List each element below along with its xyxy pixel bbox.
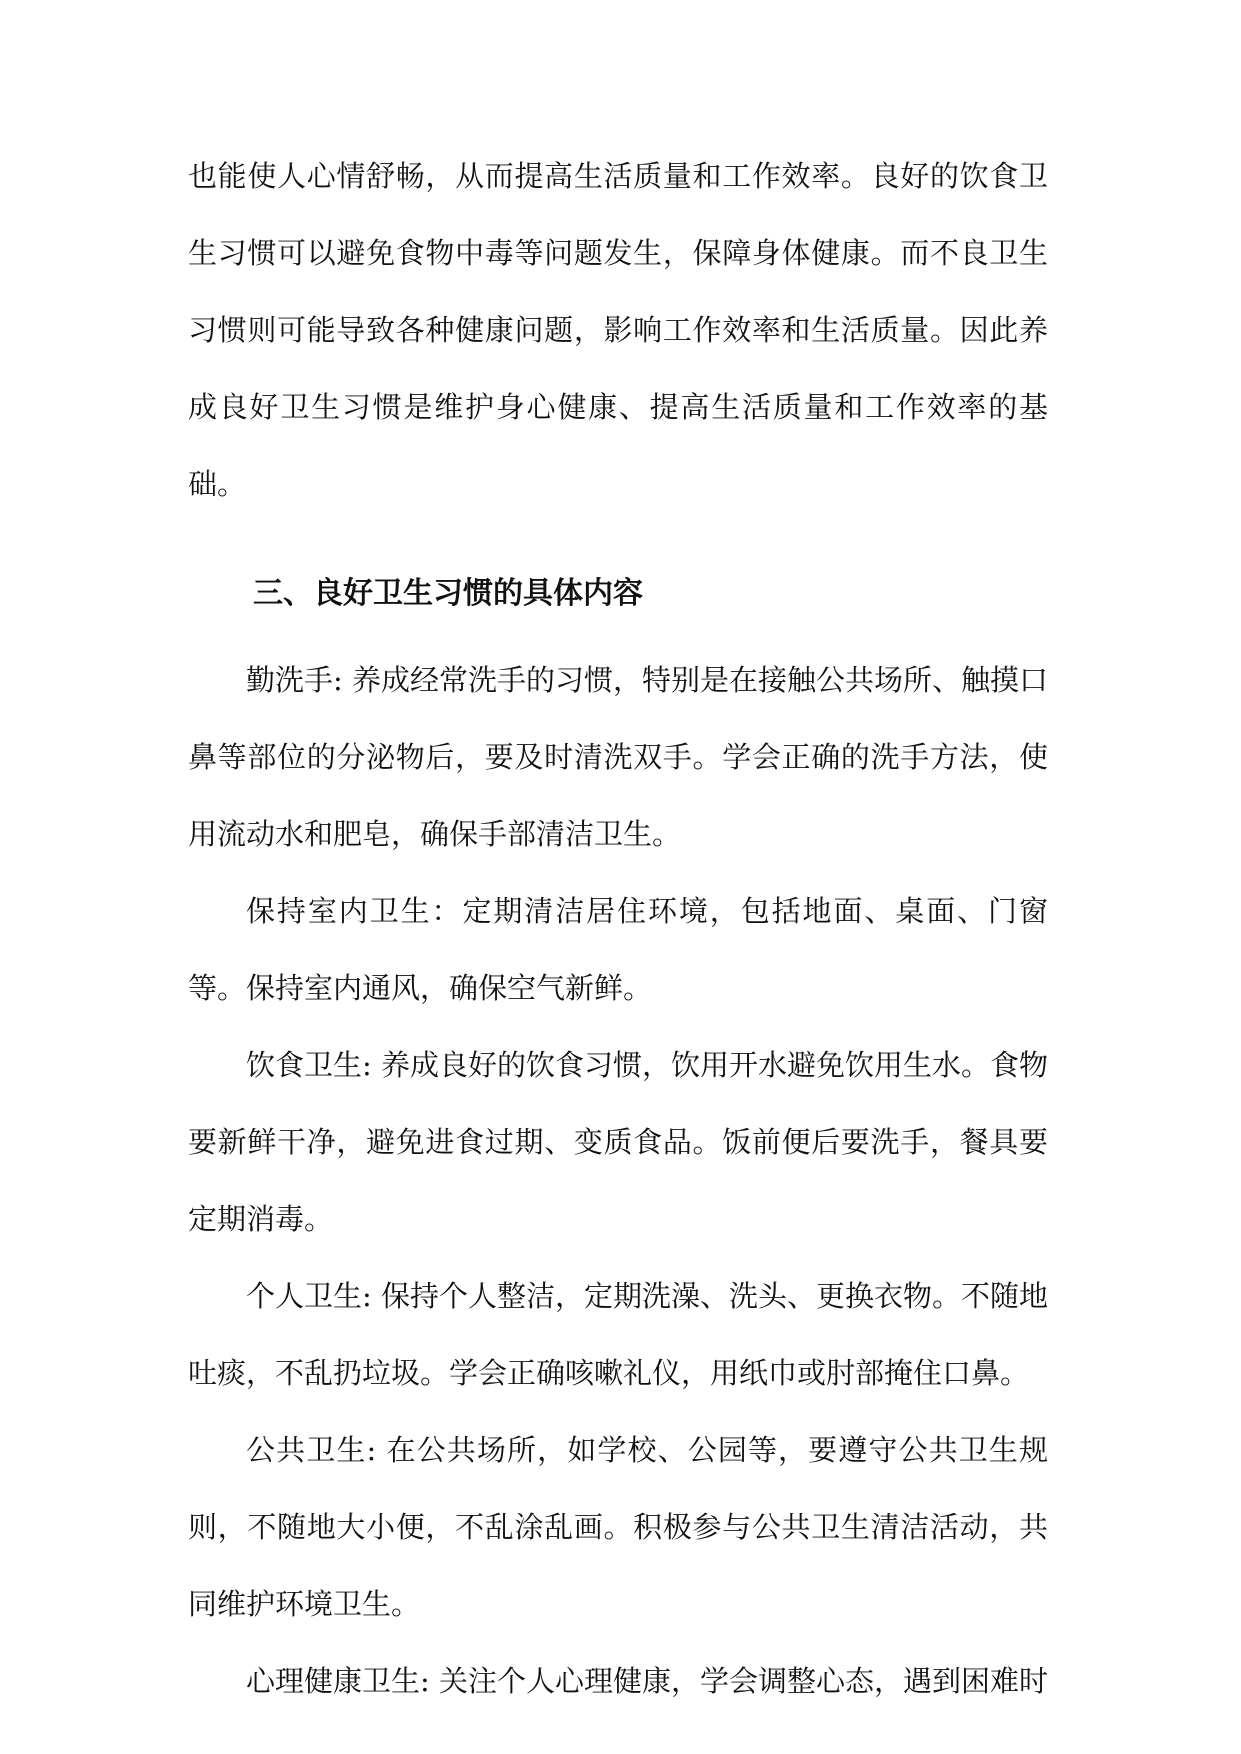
paragraph-lead: 公共卫生: [246, 1433, 377, 1467]
paragraph-indoor-hygiene [188, 873, 1048, 1027]
paragraph-handwashing [188, 642, 1048, 873]
paragraph-lead: 勤洗手: [246, 663, 343, 697]
paragraph-body: 保持个人整洁，定期洗澡、洗头、更换衣物。不随地吐痰，不乱扔垃圾。学会正确咳嗽礼仪，用纸巾或肘部掩住口鼻。 [188, 1279, 1049, 1390]
paragraph-body: 关注个人心理健康，学会调整心态，遇到困难时 [429, 1664, 1049, 1698]
paragraph-public-hygiene [188, 1412, 1048, 1643]
paragraph-diet-hygiene [188, 1027, 1048, 1258]
paragraph-body: 养成良好的饮食习惯，饮用开水避免饮用生水。食物要新鲜干净，避免进食过期、变质食品。饭前便后要洗手，餐具要定期消毒。 [188, 1048, 1049, 1236]
document-page [188, 138, 1048, 1720]
paragraph-body: 定期清洁居住环境，包括地面、桌面、门窗等。保持室内通风，确保空气新鲜。 [188, 894, 1048, 1005]
paragraph-body: 在公共场所，如学校、公园等，要遵守公共卫生规则，不随地大小便，不乱涂乱画。积极参与公共卫生清洁活动，共同维护环境卫生。 [188, 1433, 1048, 1621]
paragraph-mental-health [188, 1643, 1048, 1720]
paragraph-lead: 个人卫生: [246, 1279, 372, 1313]
intro-paragraph: 也能使人心情舒畅，从而提高生活质量和工作效率。良好的饮食卫生习惯可以避免食物中毒等问题发生，保障身体健康。而不良卫生习惯则可能导致各种健康问题，影响工作效率和生活质量。因此养成良好卫生习惯是维护身心健康、提高生活质量和工作效率的基础。 [188, 159, 1048, 501]
paragraph-lead: 饮食卫生: [246, 1048, 372, 1082]
paragraph-body: 养成经常洗手的习惯，特别是在接触公共场所、触摸口鼻等部位的分泌物后，要及时清洗双手。学会正确的洗手方法，使用流动水和肥皂，确保手部清洁卫生。 [188, 663, 1049, 851]
paragraph-lead: 心理健康卫生: [246, 1664, 430, 1698]
paragraph-lead: 保持室内卫生： [246, 894, 463, 928]
section-heading: 三、良好卫生习惯的具体内容 [253, 576, 643, 611]
paragraph-personal-hygiene [188, 1258, 1048, 1412]
